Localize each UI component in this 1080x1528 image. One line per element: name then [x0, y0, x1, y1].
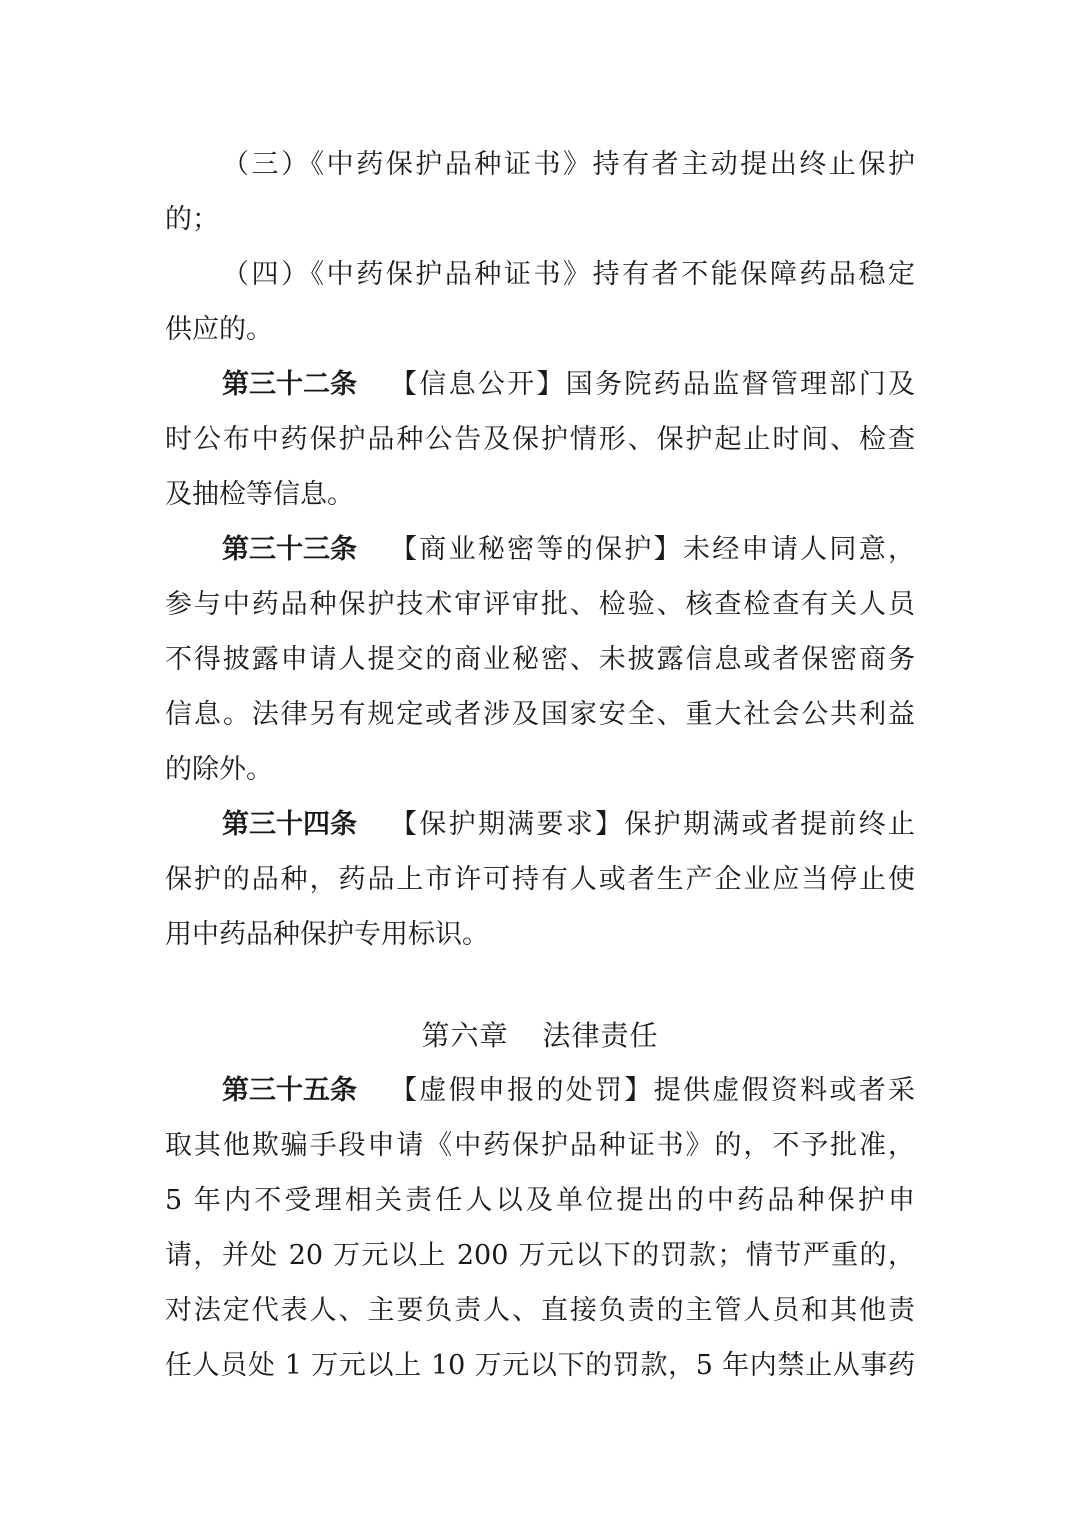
- article-35-line-5: 对法定代表人、主要负责人、直接负责的主管人员和其他责: [165, 1295, 915, 1326]
- article-33-line-3: 不得披露申请人提交的商业秘密、未披露信息或者保密商务: [165, 644, 915, 675]
- article-32-line-2: 时公布中药保护品种公告及保护情形、保护起止时间、检查: [165, 424, 915, 455]
- article-33-line-1: 【商业秘密等的保护】未经申请人同意，: [390, 534, 915, 565]
- article-32-line-3: 及抽检等信息。: [165, 479, 354, 510]
- item-3-line-1: （三）《中药保护品种证书》持有者主动提出终止保护: [222, 149, 915, 180]
- article-35-line-2: 取其他欺骗手段申请《中药保护品种证书》的，不予批准，: [165, 1130, 915, 1161]
- article-34-line-1: 【保护期满要求】保护期满或者提前终止: [390, 809, 915, 840]
- article-35-line-3: 5 年内不受理相关责任人以及单位提出的中药品种保护申: [165, 1185, 915, 1216]
- article-35-first-line: [222, 1071, 915, 1111]
- item-4-line-2: 供应的。: [165, 314, 273, 345]
- article-33-line-4: 信息。法律另有规定或者涉及国家安全、重大社会公共利益: [165, 699, 915, 730]
- article-33-heading: 第三十三条: [222, 534, 357, 565]
- article-35-heading: 第三十五条: [222, 1075, 357, 1106]
- article-32-line-1: 【信息公开】国务院药品监督管理部门及: [390, 369, 915, 400]
- article-34-first-line: [222, 805, 915, 845]
- chapter-heading: [0, 1016, 1080, 1056]
- article-32-first-line: [222, 365, 915, 405]
- article-32-heading: 第三十二条: [222, 369, 357, 400]
- article-34-heading: 第三十四条: [222, 809, 357, 840]
- article-33-line-2: 参与中药品种保护技术审评审批、检验、核查检查有关人员: [165, 589, 915, 620]
- article-34-line-2: 保护的品种，药品上市许可持有人或者生产企业应当停止使: [165, 864, 915, 895]
- article-33-line-5: 的除外。: [165, 754, 273, 785]
- item-4-line-1: （四）《中药保护品种证书》持有者不能保障药品稳定: [222, 259, 915, 290]
- chapter-number: 第六章: [421, 1019, 509, 1052]
- item-3-line-2: 的；: [165, 204, 219, 235]
- article-33-first-line: [222, 530, 915, 570]
- article-34-line-3: 用中药品种保护专用标识。: [165, 919, 489, 950]
- article-35-line-1: 【虚假申报的处罚】提供虚假资料或者采: [390, 1075, 915, 1106]
- chapter-title: 法律责任: [542, 1019, 659, 1052]
- article-35-line-6: 任人员处 1 万元以上 10 万元以下的罚款，5 年内禁止从事药: [165, 1350, 915, 1381]
- article-35-line-4: 请，并处 20 万元以上 200 万元以下的罚款；情节严重的，: [165, 1240, 915, 1271]
